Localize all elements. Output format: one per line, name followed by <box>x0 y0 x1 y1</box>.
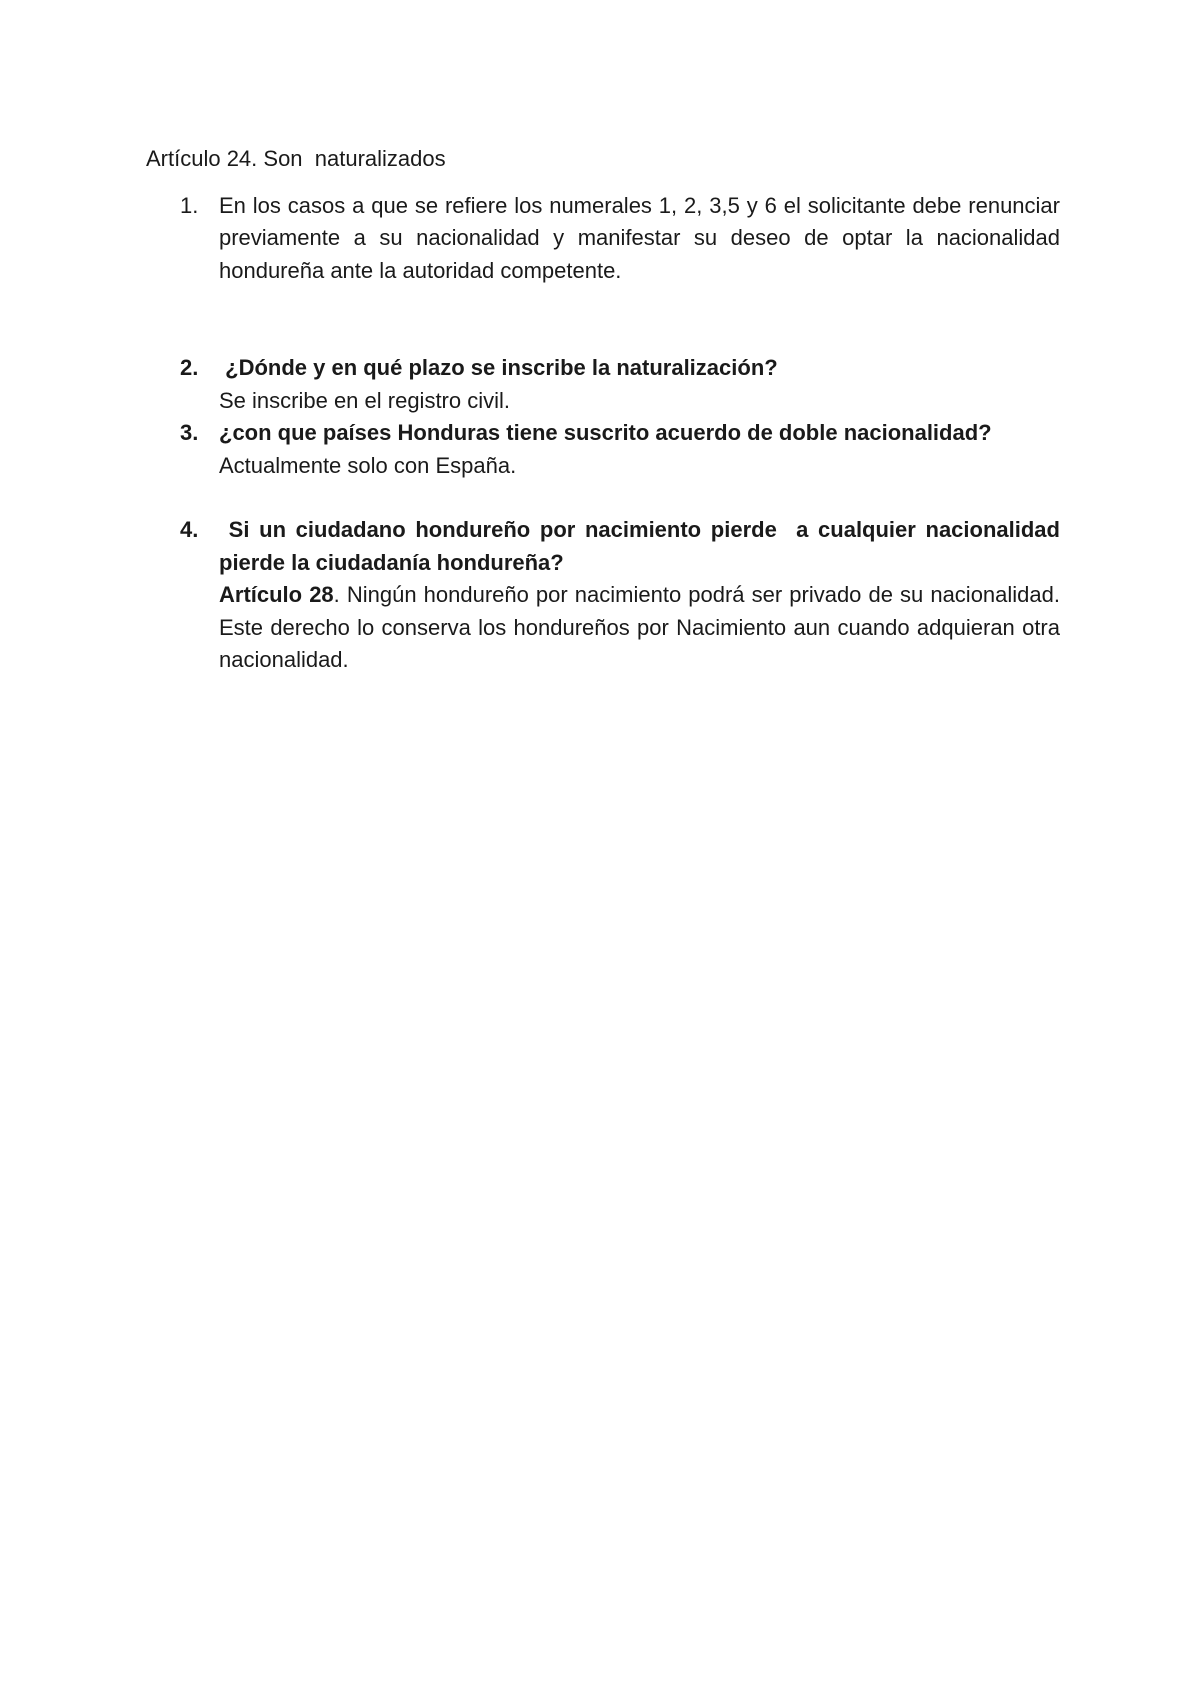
question-text: ¿Dónde y en qué plazo se inscribe la naturalización? <box>219 355 778 380</box>
spacer <box>146 287 1060 352</box>
list-item-1 <box>146 190 1060 288</box>
list-number: 3. <box>180 420 199 445</box>
question-text: Si un ciudadano hondureño por nacimiento pierde a cualquier nacionalidad pierde la ciudadanía hondureña? <box>219 517 1067 575</box>
article-heading: Artículo 24. Son naturalizados <box>146 146 446 171</box>
document-body <box>146 143 1067 677</box>
list-item-4 <box>146 514 1067 677</box>
question-text: ¿con que países Honduras tiene suscrito acuerdo de doble nacionalidad? <box>219 420 992 445</box>
list-number: 2. <box>180 355 199 380</box>
answer-text: Actualmente solo con España. <box>219 452 517 478</box>
item-text: En los casos a que se refiere los numerales 1, 2, 3,5 y 6 el solicitante debe renunciar previamente a su nacionalidad y manifestar su deseo de optar la nacionalidad hondureña ante la autoridad competente. <box>219 192 1060 283</box>
spacer <box>146 482 1060 514</box>
answer-paragraph <box>219 579 1060 677</box>
answer-text: . Ningún hondureño por nacimiento podrá ser privado de su nacionalidad. Este derecho lo conserva los hondureños por Nacimiento aun cuando adquieran otra nacionalidad. <box>219 582 1060 672</box>
list-number: 1. <box>180 192 199 218</box>
answer-text: Se inscribe en el registro civil. <box>219 387 511 413</box>
list-number: 4. <box>180 517 199 542</box>
list-item-2 <box>146 352 1060 417</box>
list-item-3 <box>146 417 1060 482</box>
article-reference: Artículo 28 <box>219 582 334 607</box>
